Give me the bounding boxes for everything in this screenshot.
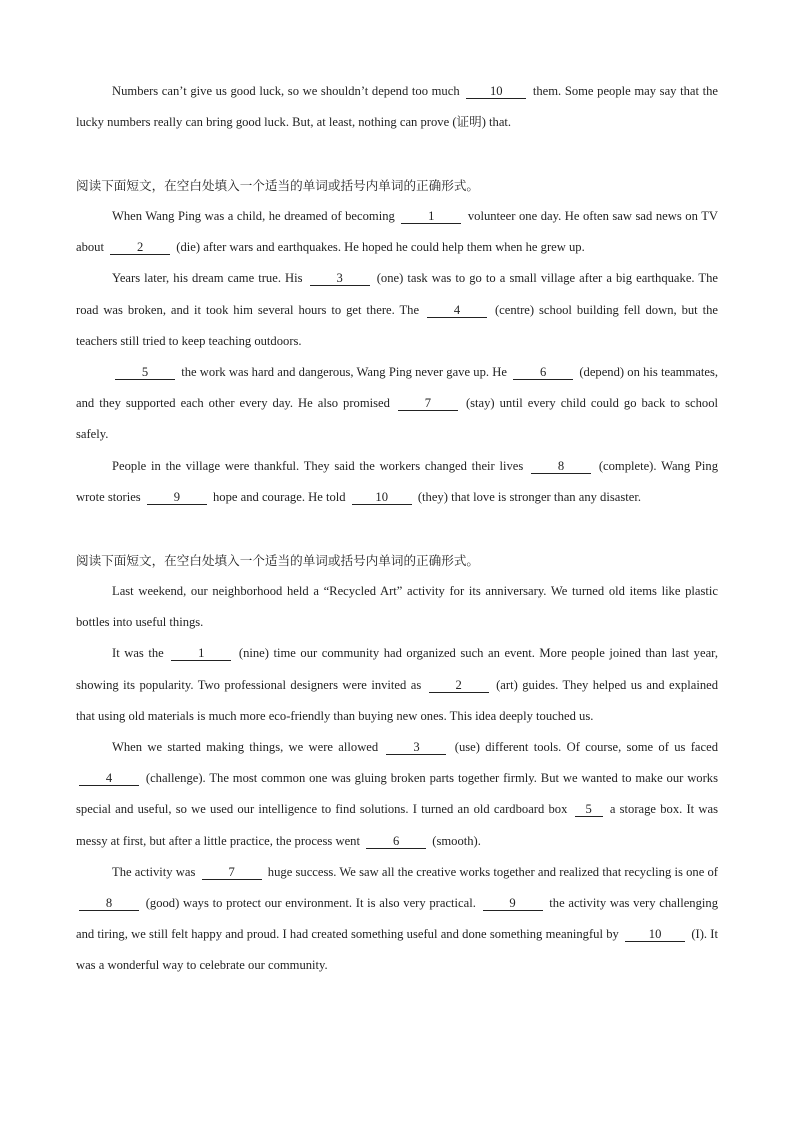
- passage-2: [76, 545, 718, 982]
- passage-text: (nine) time our community had organized such an event. More people joined than last year, showing its popularity. Two professional designers were invited as: [76, 646, 718, 692]
- answer-blank[interactable]: 10: [625, 927, 685, 942]
- passage-text: It was the: [112, 646, 169, 661]
- answer-blank[interactable]: 6: [366, 834, 426, 849]
- answer-blank[interactable]: 10: [352, 490, 412, 505]
- answer-blank[interactable]: 4: [427, 303, 487, 318]
- passage-text: (die) after wars and earthquakes. He hoped he could help them when he grew up.: [173, 240, 585, 255]
- passage-text: Last weekend, our neighborhood held a “Recycled Art” activity for its anniversary. We turned old items like plastic bottles into useful things.: [76, 584, 718, 630]
- passage-text: (good) ways to protect our environment. It is also very practical.: [142, 896, 480, 911]
- passage-text: (stay) until every child could go back to school safely.: [76, 396, 718, 442]
- paragraph: [76, 357, 718, 451]
- answer-blank[interactable]: 2: [110, 240, 170, 255]
- paragraph: [76, 732, 718, 857]
- answer-blank[interactable]: 7: [398, 396, 458, 411]
- instruction-text: 阅读下面短文，在空白处填入一个适当的单词或括号内单词的正确形式。: [76, 178, 479, 193]
- answer-blank[interactable]: 1: [171, 646, 231, 661]
- passage-text: (challenge). The most common one was gluing broken parts together firmly. But we wanted to make our works special and useful, so we used our intelligence to find solutions. I turned an old cardboard box: [76, 771, 718, 817]
- passage-text: hope and courage. He told: [209, 489, 349, 504]
- paragraph: [76, 451, 718, 513]
- passage-text: (complete). Wang Ping wrote stories: [76, 458, 718, 504]
- passage-text: When we started making things, we were allowed: [112, 740, 384, 755]
- paragraph: [76, 201, 718, 263]
- passage-text: (centre) school building fell down, but the teachers still tried to keep teaching outdoors.: [76, 302, 718, 348]
- answer-blank[interactable]: 6: [513, 365, 573, 380]
- answer-blank[interactable]: 5: [115, 365, 175, 380]
- passage-text: (I). It was a wonderful way to celebrate our community.: [76, 927, 718, 973]
- passage-text: When Wang Ping was a child, he dreamed of becoming: [112, 209, 399, 223]
- passage-text: the activity was very challenging and tiring, we still felt happy and proud. I had created something useful and done something meaningful by: [76, 896, 718, 942]
- passage-text: (smooth).: [429, 833, 481, 848]
- answer-blank[interactable]: 9: [147, 490, 207, 505]
- answer-blank[interactable]: 9: [483, 896, 543, 911]
- passage-text: Numbers can’t give us good luck, so we shouldn’t depend too much: [112, 84, 464, 98]
- answer-blank[interactable]: 3: [310, 271, 370, 286]
- paragraph: [76, 638, 718, 732]
- answer-blank[interactable]: 8: [531, 459, 591, 474]
- passage-1: [76, 170, 718, 513]
- passage-text: (one) task was to go to a small village after a big earthquake. The road was broken, and it took him several hours to get there. The: [76, 271, 718, 317]
- passage-text: Years later, his dream came true. His: [112, 271, 307, 286]
- passage-continued: [76, 76, 718, 138]
- paragraph: [76, 576, 718, 638]
- answer-blank[interactable]: 2: [429, 678, 489, 693]
- answer-blank[interactable]: 8: [79, 896, 139, 911]
- passage-text: (use) different tools. Of course, some of us faced: [449, 740, 718, 755]
- answer-blank[interactable]: 3: [386, 740, 446, 755]
- passage-text: the work was hard and dangerous, Wang Ping never gave up. He: [178, 365, 511, 380]
- passage-text: volunteer one day. He often saw sad news on TV about: [76, 209, 718, 255]
- answer-blank[interactable]: 4: [79, 771, 139, 786]
- passage-text: The activity was: [112, 864, 199, 879]
- passage-text: People in the village were thankful. They said the workers changed their lives: [112, 458, 529, 473]
- paragraph: [76, 76, 718, 138]
- passage-text: a storage box. It was messy at first, but after a little practice, the process went: [76, 802, 718, 848]
- answer-blank[interactable]: 7: [202, 865, 262, 880]
- paragraph: [76, 263, 718, 357]
- passage-text: (they) that love is stronger than any disaster.: [414, 489, 641, 504]
- answer-blank[interactable]: 1: [401, 209, 461, 224]
- instruction-text: 阅读下面短文，在空白处填入一个适当的单词或括号内单词的正确形式。: [76, 553, 479, 568]
- passage-text: them. Some people may say that the lucky numbers really can bring good luck. But, at least, nothing can prove (证明) that.: [76, 84, 718, 130]
- passage-text: (depend) on his teammates, and they supported each other every day. He also promised: [76, 365, 718, 411]
- answer-blank[interactable]: 5: [575, 802, 603, 817]
- paragraph: [76, 857, 718, 982]
- answer-blank[interactable]: 10: [466, 84, 526, 99]
- passage-text: (art) guides. They helped us and explained that using old materials is much more eco-friendly than buying new ones. This idea deeply touched us.: [76, 677, 719, 723]
- passage-text: huge success. We saw all the creative works together and realized that recycling is one of: [264, 864, 718, 879]
